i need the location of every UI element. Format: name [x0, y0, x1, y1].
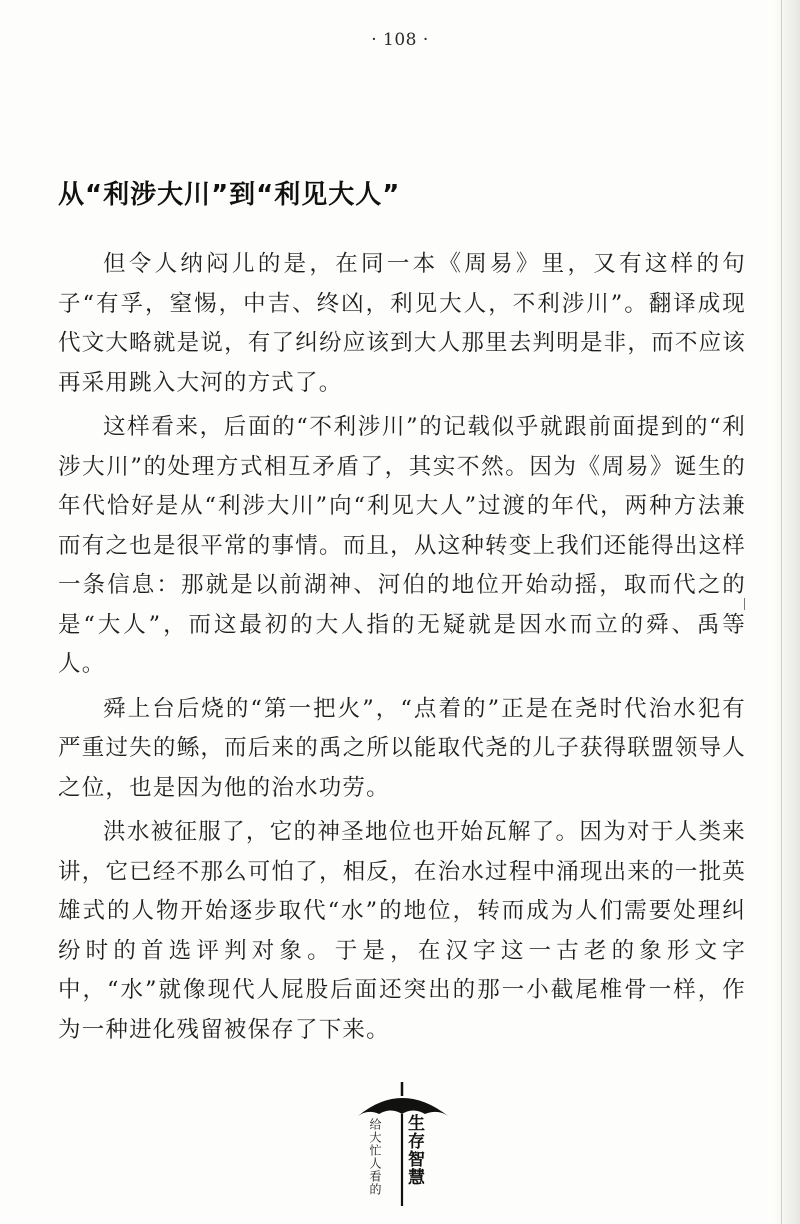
paragraph-4: 洪水被征服了，它的神圣地位也开始瓦解了。因为对于人类来讲，它已经不那么可怕了，相反，在治水过程中涌现出来的一批英雄式的人物开始逐步取代“水”的地位，转而成为人们需要处理纠纷时的首选评判对象。于是，在汉字这一古老的象形文字中，“水”就像现代人屁股后面还突出的那一小截尾椎骨一样，作为一种进化残留被保存了下来。: [58, 819, 746, 1043]
logo-subtitle: 给大忙人看的: [368, 1118, 382, 1196]
page-edge: [774, 0, 800, 1224]
paragraph-2: 这样看来，后面的“不利涉川”的记载似乎就跟前面提到的“利涉大川”的处理方式相互矛盾了，其实不然。因为《周易》诞生的年代恰好是从“利涉大川”向“利见大人”过渡的年代，两种方法兼而有之也是很平常的事情。而且，从这种转变上我们还能得出这样一条信息：那就是以前湖神、河伯的地位开始动摇，取而代之的是“大人”，而这最初的大人指的无疑就是因水而立的舜、禹等人。: [58, 414, 746, 677]
chapter-title: 从“利涉大川”到“利见大人”: [58, 180, 401, 210]
paragraph-3: 舜上台后烧的“第一把火”，“点着的”正是在尧时代治水犯有严重过失的鲧，而后来的禹之所以能取代尧的儿子获得联盟领导人之位，也是因为他的治水功劳。: [58, 695, 746, 801]
scan-mark: [744, 598, 745, 610]
page-number: · 108 ·: [371, 30, 429, 50]
logo-title: 生存智慧: [404, 1114, 424, 1186]
series-logo: [356, 1078, 466, 1208]
body-text: [58, 245, 746, 1055]
paragraph-1: 但令人纳闷儿的是，在同一本《周易》里，又有这样的句子“有孚，窒惕，中吉、终凶，利见大人，不利涉川”。翻译成现代文大略就是说，有了纠纷应该到大人那里去判明是非，而不应该再采用跳入大河的方式了。: [58, 251, 746, 396]
page-edge-line: [781, 0, 782, 1224]
